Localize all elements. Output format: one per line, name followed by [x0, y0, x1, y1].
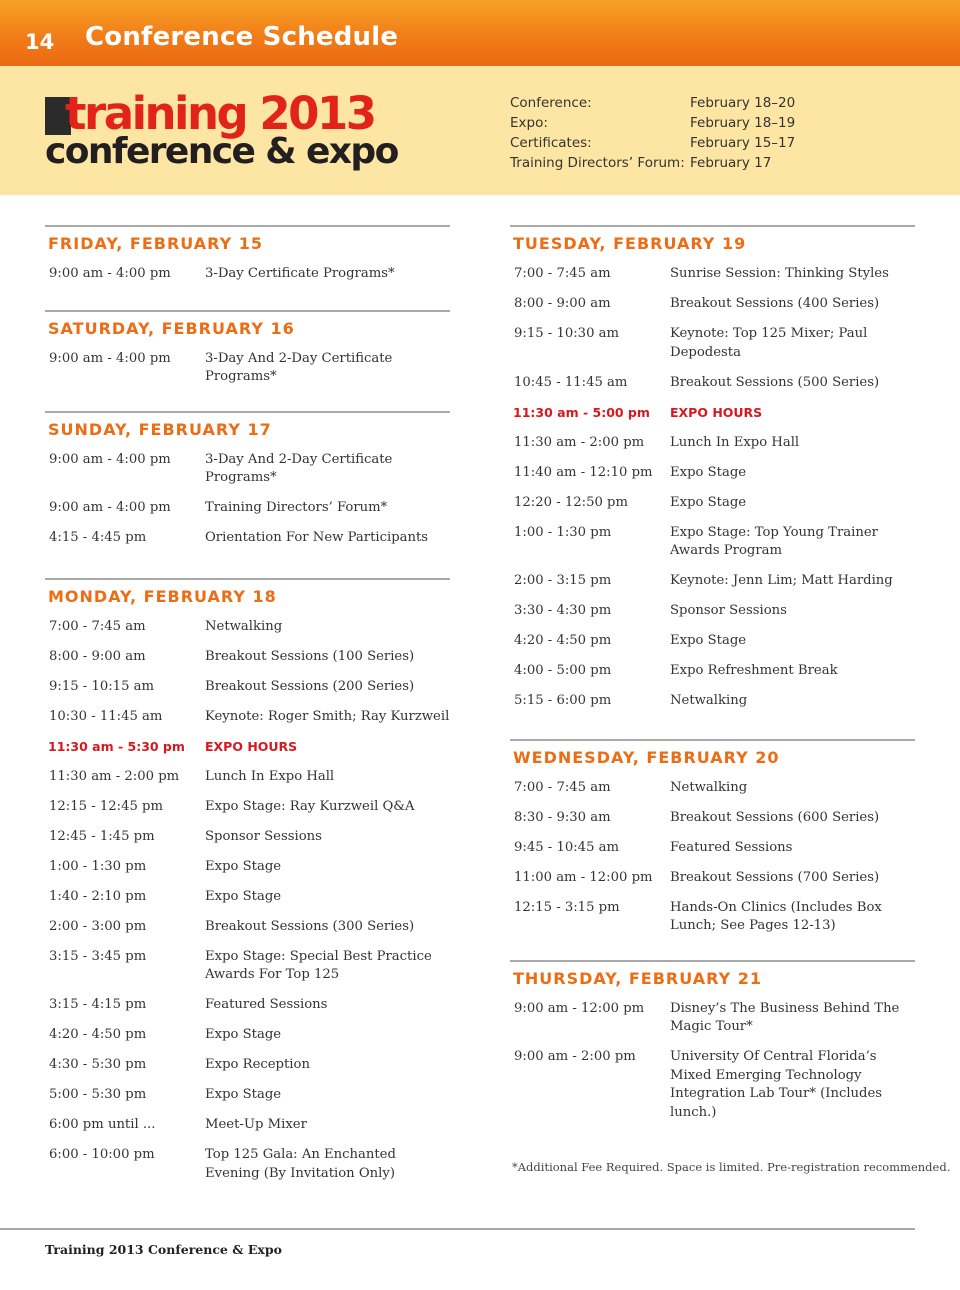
event-time: 4:20 - 4:50 pm: [49, 1027, 147, 1042]
event-description: Expo Stage: Special Best Practice Awards For Top 125: [205, 948, 432, 982]
event-time: 10:30 - 11:45 am: [49, 708, 163, 724]
event-time: 3:15 - 3:45 pm: [49, 948, 147, 964]
event-description: University Of Central Florida’s Mixed Emerging Technology Integration Lab Tour* (Includes lunch.): [670, 1049, 883, 1120]
event-time: 12:20 - 12:50 pm: [514, 494, 628, 510]
event-list: [510, 259, 915, 711]
event-row: [45, 529, 450, 548]
event-row: [510, 295, 915, 314]
day-section: [45, 578, 450, 1184]
event-description: Sponsor Sessions: [670, 603, 787, 618]
event-description: Expo Stage: [205, 888, 282, 904]
key-date-row: [510, 135, 795, 155]
page-title: Conference Schedule: [85, 22, 399, 52]
event-time: 11:30 am - 2:00 pm: [514, 434, 645, 450]
key-date-value: February 18–19: [690, 115, 796, 131]
key-date-row: [510, 95, 795, 115]
event-row: [45, 828, 450, 847]
event-row: [45, 798, 450, 817]
day-section: [510, 739, 915, 936]
key-date-label: Conference:: [510, 95, 592, 111]
event-description: Sunrise Session: Thinking Styles: [670, 266, 889, 281]
event-row: [45, 888, 450, 907]
event-description: Breakout Sessions (300 Series): [205, 918, 415, 934]
day-section: [510, 225, 915, 711]
event-row: [510, 899, 915, 936]
event-time: 11:00 am - 12:00 pm: [514, 869, 653, 885]
event-time: 12:15 - 12:45 pm: [49, 798, 163, 814]
event-description: 3-Day And 2-Day Certificate Programs*: [205, 451, 393, 485]
event-description: Breakout Sessions (100 Series): [205, 648, 415, 664]
event-row: [45, 618, 450, 637]
day-heading: WEDNESDAY, FEBRUARY 20: [513, 747, 780, 767]
event-time: 9:00 am - 4:00 pm: [49, 451, 171, 467]
event-list: [45, 612, 450, 1184]
event-time: 7:00 - 7:45 am: [514, 779, 611, 795]
event-logo: [45, 87, 398, 185]
event-time: 11:30 am - 5:00 pm: [513, 404, 650, 420]
event-time: 5:00 - 5:30 pm: [49, 1087, 147, 1102]
day-heading: FRIDAY, FEBRUARY 15: [48, 234, 264, 253]
event-description: Breakout Sessions (700 Series): [670, 869, 880, 885]
expo-hours-row: [510, 404, 915, 423]
event-description: Expo Stage: [205, 1087, 282, 1102]
event-description: Expo Stage: Ray Kurzweil Q&A: [205, 798, 415, 814]
event-row: [510, 1048, 915, 1122]
event-row: [510, 692, 915, 711]
event-time: 6:00 pm until ...: [49, 1117, 156, 1132]
event-row: [45, 499, 450, 518]
event-time: 8:00 - 9:00 am: [49, 648, 146, 664]
event-row: [510, 662, 915, 681]
event-description: Breakout Sessions (600 Series): [670, 809, 880, 825]
event-time: 9:00 am - 4:00 pm: [49, 266, 171, 281]
event-description: Orientation For New Participants: [205, 530, 429, 545]
key-date-label: Certificates:: [510, 135, 592, 151]
event-time: 12:15 - 3:15 pm: [514, 899, 620, 915]
event-time: 3:15 - 4:15 pm: [49, 997, 147, 1012]
event-time: 11:30 am - 2:00 pm: [49, 768, 180, 784]
header-bar: [0, 0, 960, 66]
event-time: 4:20 - 4:50 pm: [514, 633, 612, 648]
event-time: 1:40 - 2:10 pm: [49, 888, 147, 904]
key-date-value: February 15–17: [690, 135, 796, 151]
event-description: 3-Day And 2-Day Certificate Programs*: [205, 350, 393, 384]
day-section: [45, 310, 450, 387]
day-heading: MONDAY, FEBRUARY 18: [48, 586, 277, 606]
event-time: 6:00 - 10:00 pm: [49, 1147, 155, 1162]
event-time: 2:00 - 3:15 pm: [514, 573, 612, 588]
day-heading: SUNDAY, FEBRUARY 17: [48, 419, 272, 439]
event-row: [45, 858, 450, 877]
event-time: 1:00 - 1:30 pm: [514, 524, 612, 540]
event-row: [45, 648, 450, 667]
event-time: 9:00 am - 4:00 pm: [49, 350, 171, 366]
day-section: [45, 411, 450, 548]
event-time: 4:00 - 5:00 pm: [514, 663, 612, 678]
event-description: Featured Sessions: [205, 997, 328, 1012]
key-date-row: [510, 155, 795, 175]
event-description: Training Directors’ Forum*: [205, 500, 388, 515]
event-row: [45, 678, 450, 697]
event-description: Sponsor Sessions: [205, 828, 322, 844]
event-description: Meet-Up Mixer: [205, 1117, 307, 1132]
event-row: [510, 779, 915, 798]
key-date-row: [510, 115, 795, 135]
event-time: 12:45 - 1:45 pm: [49, 828, 155, 844]
event-list: [45, 445, 450, 548]
event-row: [45, 265, 450, 284]
event-list: [45, 259, 450, 284]
event-description: Expo Stage: [205, 858, 282, 874]
event-description: EXPO HOURS: [205, 738, 298, 754]
schedule-right-column: [510, 225, 915, 1134]
event-time: 8:00 - 9:00 am: [514, 296, 611, 311]
event-list: [45, 344, 450, 387]
footer-divider: [0, 1228, 915, 1230]
expo-hours-row: [45, 738, 450, 757]
day-section: [45, 225, 450, 284]
event-description: Expo Stage: [670, 464, 747, 480]
page-number: 14: [25, 30, 55, 54]
event-description: Lunch In Expo Hall: [205, 768, 335, 784]
key-date-value: February 17: [690, 155, 772, 171]
event-row: [45, 350, 450, 387]
event-row: [510, 632, 915, 651]
day-heading: TUESDAY, FEBRUARY 19: [513, 234, 747, 253]
event-time: 9:00 am - 4:00 pm: [49, 500, 171, 515]
event-time: 5:15 - 6:00 pm: [514, 693, 612, 708]
schedule-left-column: [45, 225, 450, 1195]
event-description: Netwalking: [670, 693, 748, 708]
event-time: 4:30 - 5:30 pm: [49, 1057, 147, 1072]
event-list: [510, 994, 915, 1123]
event-row: [45, 948, 450, 985]
event-row: [510, 494, 915, 513]
event-row: [510, 602, 915, 621]
event-time: 7:00 - 7:45 am: [514, 266, 611, 281]
event-description: Top 125 Gala: An Enchanted Evening (By Invitation Only): [205, 1147, 396, 1181]
key-dates: [510, 95, 795, 175]
event-row: [510, 524, 915, 561]
event-description: Breakout Sessions (400 Series): [670, 296, 880, 311]
event-time: 11:40 am - 12:10 pm: [514, 464, 653, 480]
event-row: [45, 1056, 450, 1075]
event-row: [45, 996, 450, 1015]
event-description: Keynote: Top 125 Mixer; Paul Depodesta: [670, 326, 868, 360]
event-time: 11:30 am - 5:30 pm: [48, 738, 185, 754]
event-description: Lunch In Expo Hall: [670, 434, 800, 450]
event-list: [510, 773, 915, 936]
event-time: 9:00 am - 2:00 pm: [514, 1049, 636, 1064]
event-description: 3-Day Certificate Programs*: [205, 266, 395, 281]
event-time: 7:00 - 7:45 am: [49, 618, 146, 634]
event-row: [45, 918, 450, 937]
event-row: [510, 839, 915, 858]
event-description: Breakout Sessions (500 Series): [670, 374, 880, 390]
event-description: Netwalking: [670, 779, 748, 795]
fee-footnote: *Additional Fee Required. Space is limited. Pre-registration recommended.: [512, 1160, 951, 1174]
event-row: [510, 464, 915, 483]
event-row: [45, 451, 450, 488]
key-date-label: Training Directors’ Forum:: [510, 155, 685, 171]
logo-line-2: conference & expo: [45, 131, 398, 172]
event-row: [45, 1026, 450, 1045]
day-heading: SATURDAY, FEBRUARY 16: [48, 318, 295, 338]
event-time: 4:15 - 4:45 pm: [49, 530, 147, 545]
event-time: 10:45 - 11:45 am: [514, 374, 628, 390]
event-row: [510, 374, 915, 393]
event-row: [510, 572, 915, 591]
day-section: [510, 960, 915, 1123]
event-time: 9:15 - 10:15 am: [49, 678, 155, 694]
logo-line-1: training 2013: [65, 87, 375, 140]
event-description: Expo Refreshment Break: [670, 663, 838, 678]
event-row: [45, 708, 450, 727]
event-description: Featured Sessions: [670, 839, 793, 855]
event-description: Breakout Sessions (200 Series): [205, 678, 415, 694]
event-time: 8:30 - 9:30 am: [514, 809, 611, 825]
event-description: Keynote: Jenn Lim; Matt Harding: [670, 573, 893, 588]
event-time: 9:45 - 10:45 am: [514, 839, 620, 855]
event-time: 9:15 - 10:30 am: [514, 326, 620, 341]
event-description: Expo Stage: Top Young Trainer Awards Program: [670, 524, 878, 558]
day-heading: THURSDAY, FEBRUARY 21: [513, 968, 762, 988]
event-row: [45, 1086, 450, 1105]
event-row: [510, 434, 915, 453]
footer-title: Training 2013 Conference & Expo: [45, 1242, 282, 1257]
event-description: Expo Stage: [670, 633, 747, 648]
event-row: [510, 869, 915, 888]
event-row: [45, 1116, 450, 1135]
event-description: Hands-On Clinics (Includes Box Lunch; See Pages 12-13): [670, 899, 882, 933]
event-description: EXPO HOURS: [670, 404, 763, 420]
event-description: Keynote: Roger Smith; Ray Kurzweil: [205, 708, 450, 724]
event-time: 1:00 - 1:30 pm: [49, 858, 147, 874]
event-row: [510, 1000, 915, 1037]
event-description: Expo Reception: [205, 1057, 310, 1072]
event-row: [45, 1146, 450, 1183]
event-row: [45, 768, 450, 787]
event-row: [510, 809, 915, 828]
event-description: Netwalking: [205, 618, 283, 634]
event-description: Expo Stage: [205, 1027, 282, 1042]
event-description: Disney’s The Business Behind The Magic Tour*: [670, 1000, 900, 1034]
event-time: 9:00 am - 12:00 pm: [514, 1000, 645, 1016]
event-time: 2:00 - 3:00 pm: [49, 918, 147, 934]
event-row: [510, 265, 915, 284]
key-date-label: Expo:: [510, 115, 548, 131]
event-time: 3:30 - 4:30 pm: [514, 603, 612, 618]
event-description: Expo Stage: [670, 494, 747, 510]
event-row: [510, 325, 915, 362]
key-date-value: February 18–20: [690, 95, 796, 111]
